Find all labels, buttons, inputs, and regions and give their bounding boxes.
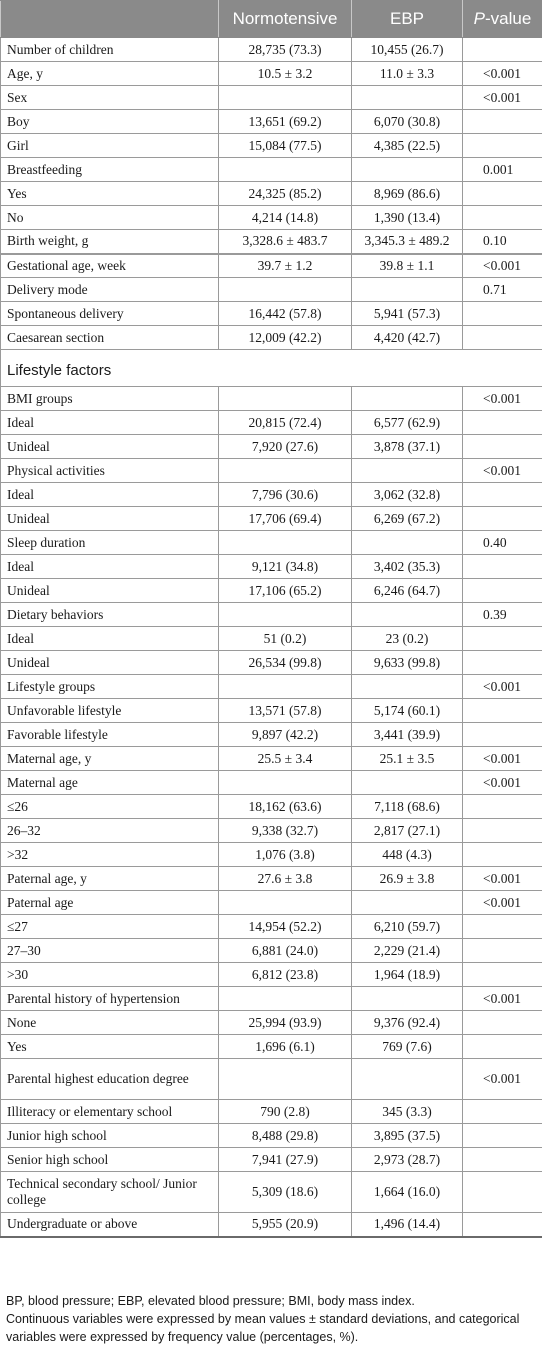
table-row [1,302,542,326]
p-value: 0.001 [463,158,542,182]
p-value: 0.39 [463,603,542,627]
p-value: <0.001 [463,771,542,795]
p-value [463,507,542,531]
p-value [463,435,542,459]
normotensive-value [219,603,352,627]
ebp-value: 6,246 (64.7) [352,579,463,603]
table-row [1,1172,542,1213]
table-row [1,38,542,62]
row-label: Parental history of hypertension [1,987,219,1011]
ebp-value: 6,210 (59.7) [352,915,463,939]
row-label: Breastfeeding [1,158,219,182]
table-footnotes [6,1292,538,1346]
row-label: Ideal [1,627,219,651]
normotensive-value: 790 (2.8) [219,1100,352,1124]
table-row [1,939,542,963]
normotensive-value: 26,534 (99.8) [219,651,352,675]
row-label: Paternal age [1,891,219,915]
normotensive-value: 10.5 ± 3.2 [219,62,352,86]
normotensive-value: 16,442 (57.8) [219,302,352,326]
p-value [463,1035,542,1059]
row-label: Technical secondary school/ Junior college [1,1172,219,1213]
table-row [1,747,542,771]
row-label: Birth weight, g [1,230,219,254]
ebp-value [352,675,463,699]
p-value [463,699,542,723]
table-row [1,795,542,819]
ebp-value: 1,390 (13.4) [352,206,463,230]
p-value: <0.001 [463,387,542,411]
row-label: Physical activities [1,459,219,483]
row-label: >32 [1,843,219,867]
normotensive-value: 17,106 (65.2) [219,579,352,603]
ebp-value [352,891,463,915]
p-value [463,1100,542,1124]
p-value: <0.001 [463,1059,542,1100]
row-label: Maternal age [1,771,219,795]
normotensive-value: 13,651 (69.2) [219,110,352,134]
row-label: ≤26 [1,795,219,819]
row-label: Sleep duration [1,531,219,555]
ebp-value: 345 (3.3) [352,1100,463,1124]
ebp-value: 11.0 ± 3.3 [352,62,463,86]
normotensive-value: 5,309 (18.6) [219,1172,352,1213]
ebp-value: 9,376 (92.4) [352,1011,463,1035]
row-label: Lifestyle groups [1,675,219,699]
row-label: Delivery mode [1,278,219,302]
footnote-methods: Continuous variables were expressed by mean values ± standard deviations, and categorical variables were expressed by frequency value (percentages, %). [6,1312,520,1344]
footnote-abbreviations: BP, blood pressure; EBP, elevated blood pressure; BMI, body mass index. [6,1294,415,1308]
normotensive-value: 28,735 (73.3) [219,38,352,62]
row-label: Gestational age, week [1,254,219,278]
row-label: Girl [1,134,219,158]
table-row [1,579,542,603]
ebp-value: 1,964 (18.9) [352,963,463,987]
row-label: Undergraduate or above [1,1213,219,1237]
normotensive-value: 9,338 (32.7) [219,819,352,843]
normotensive-value [219,278,352,302]
table-row [1,1148,542,1172]
ebp-value [352,771,463,795]
p-value [463,723,542,747]
normotensive-value: 7,920 (27.6) [219,435,352,459]
normotensive-value: 5,955 (20.9) [219,1213,352,1237]
table-row [1,555,542,579]
table-row [1,819,542,843]
ebp-value: 25.1 ± 3.5 [352,747,463,771]
ebp-value [352,1059,463,1100]
row-label: Parental highest education degree [1,1059,219,1100]
table-row [1,86,542,110]
normotensive-value: 9,897 (42.2) [219,723,352,747]
p-value: <0.001 [463,675,542,699]
header-p-letter: P [473,9,486,28]
normotensive-value [219,387,352,411]
table-row [1,483,542,507]
table-row [1,675,542,699]
table-row [1,411,542,435]
table-row [1,699,542,723]
ebp-value: 8,969 (86.6) [352,182,463,206]
p-value [463,134,542,158]
row-label: Unideal [1,579,219,603]
normotensive-value: 8,488 (29.8) [219,1124,352,1148]
table-row [1,62,542,86]
row-label: 27–30 [1,939,219,963]
ebp-value: 23 (0.2) [352,627,463,651]
table-row [1,254,542,278]
normotensive-value: 39.7 ± 1.2 [219,254,352,278]
table-row [1,627,542,651]
row-label: Unideal [1,651,219,675]
p-value [463,627,542,651]
table-row [1,206,542,230]
normotensive-value: 13,571 (57.8) [219,699,352,723]
ebp-value [352,603,463,627]
normotensive-value [219,771,352,795]
ebp-value: 6,577 (62.9) [352,411,463,435]
table-row [1,651,542,675]
normotensive-value: 7,941 (27.9) [219,1148,352,1172]
p-value: <0.001 [463,459,542,483]
ebp-value: 10,455 (26.7) [352,38,463,62]
normotensive-value: 4,214 (14.8) [219,206,352,230]
normotensive-value: 9,121 (34.8) [219,555,352,579]
normotensive-value: 7,796 (30.6) [219,483,352,507]
section-label: Lifestyle factors [1,350,542,387]
p-value: <0.001 [463,86,542,110]
table-row [1,1035,542,1059]
p-value [463,963,542,987]
p-value: 0.40 [463,531,542,555]
p-value [463,651,542,675]
row-label: ≤27 [1,915,219,939]
row-label: Dietary behaviors [1,603,219,627]
normotensive-value: 18,162 (63.6) [219,795,352,819]
p-value [463,843,542,867]
p-value [463,1213,542,1237]
ebp-value: 1,664 (16.0) [352,1172,463,1213]
header-normotensive: Normotensive [219,1,352,38]
table-row [1,531,542,555]
normotensive-value: 24,325 (85.2) [219,182,352,206]
table-body-demographics [1,38,542,350]
table-row [1,182,542,206]
header-p-suffix: -value [485,9,532,28]
row-label: Paternal age, y [1,867,219,891]
p-value: <0.001 [463,891,542,915]
ebp-value: 5,941 (57.3) [352,302,463,326]
ebp-value [352,86,463,110]
ebp-value [352,531,463,555]
ebp-value: 3,895 (37.5) [352,1124,463,1148]
p-value [463,206,542,230]
ebp-value: 9,633 (99.8) [352,651,463,675]
table-row [1,435,542,459]
p-value [463,915,542,939]
p-value [463,579,542,603]
ebp-value: 769 (7.6) [352,1035,463,1059]
ebp-value [352,387,463,411]
normotensive-value [219,531,352,555]
ebp-value: 448 (4.3) [352,843,463,867]
ebp-value: 5,174 (60.1) [352,699,463,723]
table-row [1,230,542,254]
ebp-value: 3,878 (37.1) [352,435,463,459]
table-row [1,915,542,939]
p-value [463,819,542,843]
table-row [1,723,542,747]
ebp-value: 26.9 ± 3.8 [352,867,463,891]
ebp-value: 4,385 (22.5) [352,134,463,158]
table-row [1,326,542,350]
normotensive-value: 1,076 (3.8) [219,843,352,867]
ebp-value: 6,269 (67.2) [352,507,463,531]
ebp-value: 4,420 (42.7) [352,326,463,350]
row-label: Number of children [1,38,219,62]
normotensive-value: 25,994 (93.9) [219,1011,352,1035]
ebp-value: 3,062 (32.8) [352,483,463,507]
table-row [1,507,542,531]
table-row [1,963,542,987]
ebp-value: 1,496 (14.4) [352,1213,463,1237]
table-body-lifestyle [1,387,542,1237]
table-row [1,1059,542,1100]
p-value [463,1124,542,1148]
normotensive-value: 6,881 (24.0) [219,939,352,963]
table-row [1,1124,542,1148]
p-value [463,1172,542,1213]
normotensive-value: 15,084 (77.5) [219,134,352,158]
header-p-value [463,1,542,38]
normotensive-value [219,158,352,182]
row-label: Ideal [1,555,219,579]
p-value: 0.71 [463,278,542,302]
row-label: Unideal [1,435,219,459]
p-value: <0.001 [463,62,542,86]
ebp-value [352,278,463,302]
row-label: Maternal age, y [1,747,219,771]
table-row [1,603,542,627]
header-row [1,1,542,38]
normotensive-value [219,891,352,915]
row-label: Illiteracy or elementary school [1,1100,219,1124]
normotensive-value: 6,812 (23.8) [219,963,352,987]
row-label: Yes [1,1035,219,1059]
row-label: None [1,1011,219,1035]
ebp-value: 2,973 (28.7) [352,1148,463,1172]
ebp-value: 3,345.3 ± 489.2 [352,230,463,254]
table-row [1,891,542,915]
normotensive-value: 20,815 (72.4) [219,411,352,435]
p-value [463,1148,542,1172]
row-label: Age, y [1,62,219,86]
table-row [1,278,542,302]
table-row [1,843,542,867]
normotensive-value [219,987,352,1011]
ebp-value: 7,118 (68.6) [352,795,463,819]
table-row [1,867,542,891]
normotensive-value: 1,696 (6.1) [219,1035,352,1059]
ebp-value: 2,817 (27.1) [352,819,463,843]
row-label: >30 [1,963,219,987]
row-label: Senior high school [1,1148,219,1172]
p-value [463,411,542,435]
normotensive-value: 51 (0.2) [219,627,352,651]
row-label: Sex [1,86,219,110]
row-label: Favorable lifestyle [1,723,219,747]
row-label: BMI groups [1,387,219,411]
normotensive-value [219,675,352,699]
p-value [463,483,542,507]
row-label: No [1,206,219,230]
table-row [1,158,542,182]
row-label: Unideal [1,507,219,531]
row-label: Spontaneous delivery [1,302,219,326]
row-label: Boy [1,110,219,134]
p-value [463,939,542,963]
p-value [463,302,542,326]
ebp-value: 3,441 (39.9) [352,723,463,747]
ebp-value [352,987,463,1011]
p-value: <0.001 [463,747,542,771]
ebp-value: 39.8 ± 1.1 [352,254,463,278]
header-blank [1,1,219,38]
row-label: Ideal [1,411,219,435]
table-row [1,1213,542,1237]
table-row [1,134,542,158]
p-value [463,795,542,819]
normotensive-value: 14,954 (52.2) [219,915,352,939]
ebp-value: 3,402 (35.3) [352,555,463,579]
p-value [463,182,542,206]
normotensive-value: 17,706 (69.4) [219,507,352,531]
normotensive-value: 25.5 ± 3.4 [219,747,352,771]
p-value [463,1011,542,1035]
section-row [1,350,542,387]
table-row [1,459,542,483]
p-value [463,38,542,62]
p-value: <0.001 [463,987,542,1011]
table-row [1,771,542,795]
p-value [463,110,542,134]
table-row [1,387,542,411]
row-label: Ideal [1,483,219,507]
row-label: Unfavorable lifestyle [1,699,219,723]
row-label: Yes [1,182,219,206]
table-body-section [1,350,542,387]
row-label: Caesarean section [1,326,219,350]
header-ebp: EBP [352,1,463,38]
ebp-value [352,459,463,483]
normotensive-value [219,1059,352,1100]
p-value [463,326,542,350]
p-value: <0.001 [463,867,542,891]
table-row [1,1100,542,1124]
normotensive-value: 27.6 ± 3.8 [219,867,352,891]
table-row [1,987,542,1011]
table-row [1,1011,542,1035]
normotensive-value: 12,009 (42.2) [219,326,352,350]
p-value [463,555,542,579]
p-value: <0.001 [463,254,542,278]
normotensive-value: 3,328.6 ± 483.7 [219,230,352,254]
ebp-value [352,158,463,182]
ebp-value: 6,070 (30.8) [352,110,463,134]
p-value: 0.10 [463,230,542,254]
ebp-value: 2,229 (21.4) [352,939,463,963]
row-label: Junior high school [1,1124,219,1148]
normotensive-value [219,459,352,483]
table-row [1,110,542,134]
normotensive-value [219,86,352,110]
row-label: 26–32 [1,819,219,843]
